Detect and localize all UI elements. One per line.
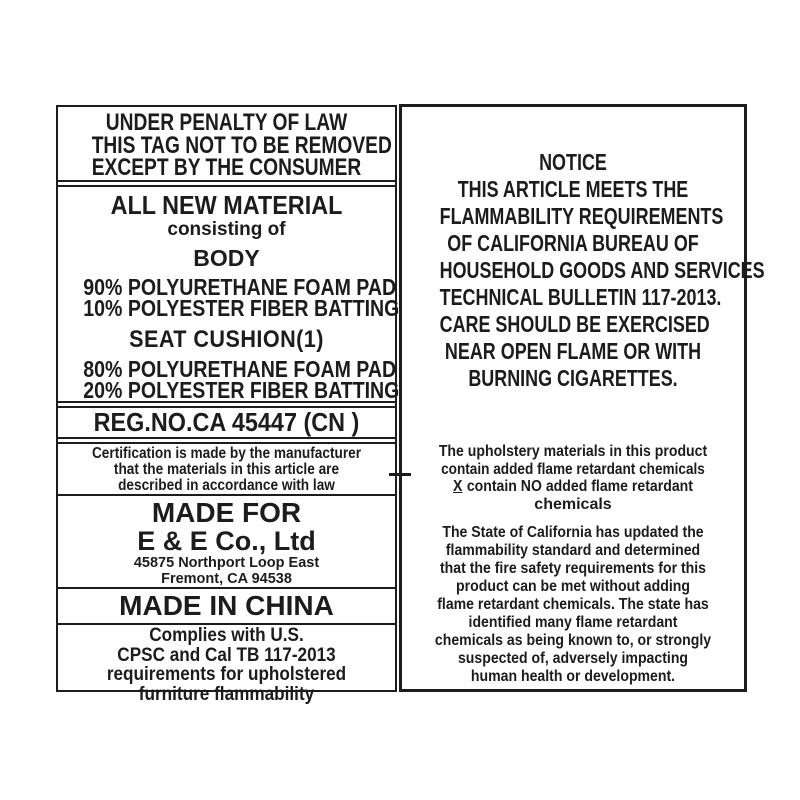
made-for-title: MADE FOR: [151, 497, 302, 528]
notice-line: HOUSEHOLD GOODS AND SERVICES: [439, 257, 765, 283]
state-line: flammability standard and determined: [445, 542, 701, 559]
retardant-option-checked-cont: chemicals: [534, 495, 612, 513]
flame-retardant-declaration: [402, 443, 744, 513]
retardant-intro: The upholstery materials in this product: [438, 443, 708, 460]
compliance-line: requirements for upholstered: [106, 663, 347, 685]
penalty-line: THIS TAG NOT TO BE REMOVED: [91, 131, 392, 159]
certification-line: that the materials in this article are: [113, 461, 340, 478]
state-line: chemicals as being known to, or strongly: [434, 632, 712, 649]
state-line: The State of California has updated the: [442, 524, 704, 541]
notice-section: [402, 149, 765, 392]
state-line: identified many flame retardant: [468, 614, 678, 631]
certification-line: Certification is made by the manufacturer: [91, 445, 362, 462]
penalty-line: UNDER PENALTY OF LAW: [105, 109, 348, 136]
certification-section: [58, 444, 395, 494]
country-of-origin: MADE IN CHINA: [119, 590, 334, 621]
notice-line: THIS ARTICLE MEETS THE: [457, 176, 689, 202]
notice-line: FLAMMABILITY REQUIREMENTS: [439, 203, 724, 229]
material-body-line: 10% POLYESTER FIBER BATTING: [83, 295, 400, 321]
material-seat-line: 20% POLYESTER FIBER BATTING: [83, 377, 400, 403]
retardant-option-checked: [423, 478, 724, 496]
retardant-option-checked-text: contain NO added flame retardant: [466, 478, 693, 495]
notice-line: BURNING CIGARETTES.: [468, 365, 678, 391]
registration-number: REG.NO.CA 45447 (CN ): [93, 407, 360, 437]
state-line: product can be met without adding: [456, 578, 690, 595]
flammability-notice-label: [399, 104, 765, 692]
material-subtitle: consisting of: [167, 219, 286, 240]
certification-line: described in accordance with law: [118, 477, 335, 494]
unchecked-blank-line: [389, 473, 411, 476]
made-for-address-line: Fremont, CA 94538: [161, 570, 292, 587]
notice-line: OF CALIFORNIA BUREAU OF: [447, 230, 699, 256]
compliance-section: [58, 625, 395, 704]
registration-number-section: [58, 408, 395, 437]
made-for-address-line: 45875 Northport Loop East: [133, 555, 320, 571]
double-divider: [58, 437, 395, 444]
material-seat-line: 80% POLYURETHANE FOAM PAD: [83, 356, 397, 382]
notice-line: NEAR OPEN FLAME OR WITH: [444, 338, 702, 364]
material-title: ALL NEW MATERIAL: [110, 190, 343, 220]
material-section: [58, 187, 400, 403]
notice-line: TECHNICAL BULLETIN 117-2013.: [439, 284, 722, 310]
penalty-line: EXCEPT BY THE CONSUMER: [91, 154, 362, 181]
material-seat-heading: SEAT CUSHION(1): [129, 326, 324, 353]
retardant-option-unchecked: contain added flame retardant chemicals: [441, 460, 705, 478]
made-for-company: E & E Co., Ltd: [137, 526, 316, 556]
double-divider: [58, 180, 395, 187]
state-update-paragraph: [402, 524, 744, 686]
compliance-line: Complies with U.S.: [149, 624, 304, 646]
material-body-line: 90% POLYURETHANE FOAM PAD: [83, 274, 397, 300]
notice-line: CARE SHOULD BE EXERCISED: [439, 311, 710, 337]
compliance-line: furniture flammability: [138, 682, 315, 705]
x-check-mark: X: [453, 478, 463, 495]
origin-section: [58, 589, 395, 623]
penalty-section: [58, 107, 395, 180]
made-for-section: [58, 496, 395, 587]
law-label-left: [56, 105, 400, 705]
notice-line: NOTICE: [539, 149, 607, 175]
state-line: human health or development.: [470, 668, 676, 685]
state-line: that the fire safety requirements for this: [439, 560, 707, 577]
material-body-heading: BODY: [193, 245, 260, 271]
state-line: flame retardant chemicals. The state has: [437, 596, 709, 613]
state-line: suspected of, adversely impacting: [457, 650, 689, 667]
compliance-line: CPSC and Cal TB 117-2013: [117, 643, 336, 666]
